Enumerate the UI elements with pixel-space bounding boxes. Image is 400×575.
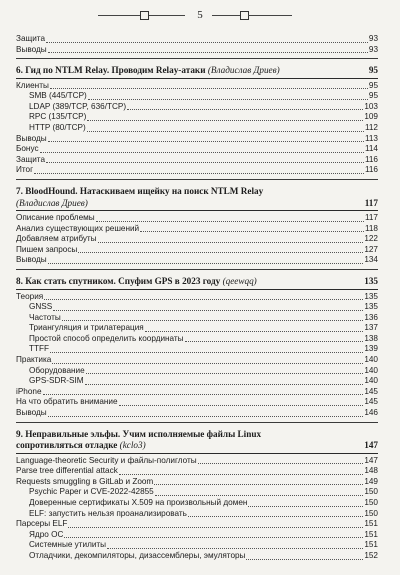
leader-dots <box>248 506 363 507</box>
toc-entry[interactable] <box>16 323 378 334</box>
toc-entry[interactable] <box>16 387 378 398</box>
chapter-author: (Владислав Дриев) <box>207 65 280 76</box>
leader-dots <box>98 242 364 243</box>
leader-dots <box>85 384 364 385</box>
leader-dots <box>145 331 364 332</box>
leader-dots <box>188 516 363 517</box>
toc-entry-label: RPC (135/TCP) <box>29 112 87 122</box>
toc-entry[interactable] <box>16 408 378 419</box>
leader-dots <box>48 263 364 264</box>
chapter-7 <box>16 186 378 266</box>
toc-entry-label: Триангуляция и трилатерация <box>29 323 144 333</box>
toc-entry[interactable] <box>16 313 378 324</box>
chapter-entries <box>16 81 378 176</box>
chapter-heading[interactable] <box>16 276 378 290</box>
header-rule-right <box>248 15 292 16</box>
toc-entry[interactable] <box>16 34 378 45</box>
toc-entry-page: 150 <box>364 498 378 507</box>
chapter-title: 7. BloodHound. Натаскиваем ищейку на поиск NTLM Relay <box>16 186 264 197</box>
toc-entry-label: Частоты <box>29 312 61 322</box>
leader-dots <box>48 52 368 53</box>
toc-entry[interactable] <box>16 234 378 245</box>
chapter-9 <box>16 429 378 562</box>
toc-entry-label: Теория <box>16 291 44 301</box>
toc-entry[interactable] <box>16 540 378 551</box>
leader-dots <box>155 495 364 496</box>
leader-dots <box>48 141 364 142</box>
chapter-heading[interactable] <box>16 440 378 454</box>
toc-entry-page: 147 <box>364 455 378 465</box>
toc-entry-page: 148 <box>364 466 378 476</box>
toc-entry-label: Выводы <box>16 44 47 54</box>
leader-dots <box>140 231 364 232</box>
leader-dots <box>50 88 368 89</box>
toc-entry[interactable] <box>16 477 378 488</box>
section-divider <box>16 269 378 270</box>
chapter-entries <box>16 292 378 419</box>
header-rule-left <box>98 15 140 16</box>
toc-entry[interactable] <box>16 102 378 113</box>
toc-entry-label: GPS-SDR-SIM <box>29 376 84 386</box>
chapter-author: (Владислав Дриев) <box>16 197 88 208</box>
toc-entry-label: Доверенные сертификаты X.509 на произвольный домен <box>29 498 248 507</box>
toc-entry-page: 134 <box>364 255 378 265</box>
leader-dots <box>40 152 364 153</box>
toc-entry-label: LDAP (389/TCP, 636/TCP) <box>29 101 127 111</box>
toc-entry[interactable] <box>16 165 378 176</box>
toc-entry[interactable] <box>16 144 378 155</box>
leader-dots <box>88 99 368 100</box>
leader-dots <box>96 221 364 222</box>
toc-entry-label: Выводы <box>16 133 47 143</box>
toc-entry[interactable] <box>16 366 378 377</box>
toc-entry[interactable] <box>16 530 378 541</box>
toc-entry[interactable] <box>16 466 378 477</box>
toc-entry-label: Защита <box>16 154 46 164</box>
chapter-heading[interactable] <box>16 198 378 212</box>
toc-entry-page: 95 <box>368 91 378 101</box>
leader-dots <box>53 310 363 311</box>
toc-entry-page: 136 <box>364 312 378 322</box>
toc-entry[interactable] <box>16 45 378 56</box>
leader-dots <box>44 299 363 300</box>
leader-dots <box>46 162 364 163</box>
header-rule-inner-right <box>212 15 240 16</box>
leader-dots <box>119 405 364 406</box>
leader-dots <box>62 320 364 321</box>
toc-entry-label: Клиенты <box>16 80 49 90</box>
toc-entry[interactable] <box>16 81 378 92</box>
toc-entry[interactable] <box>16 551 378 562</box>
leader-dots <box>87 120 363 121</box>
toc-entry-label: TTFF <box>29 344 50 354</box>
toc-entry-page: 145 <box>364 397 378 407</box>
toc-entry[interactable] <box>16 123 378 134</box>
toc-entry-page: 140 <box>364 355 378 365</box>
toc-entry-page: 151 <box>364 529 378 539</box>
toc-entry[interactable] <box>16 155 378 166</box>
toc-entry[interactable] <box>16 213 378 224</box>
toc-entry-label: Парсеры ELF <box>16 519 68 529</box>
toc-entry-page: 93 <box>368 44 378 54</box>
section-divider <box>16 179 378 180</box>
toc-entry-label: Language-theoretic Security и файлы-полиглоты <box>16 455 197 465</box>
toc-entry-page: 127 <box>364 244 378 254</box>
chapter-page: 147 <box>364 440 378 451</box>
toc-entry-label: Анализ существующих решений <box>16 223 140 233</box>
leader-dots <box>52 363 363 364</box>
chapter-title: 6. Гид по NTLM Relay. Проводим Relay-атаки <box>16 65 206 76</box>
toc-entry[interactable] <box>16 355 378 366</box>
toc-entry-label: На что обратить внимание <box>16 397 118 407</box>
toc-entry-label: Описание проблемы <box>16 213 95 223</box>
chapter-entries <box>16 456 378 562</box>
toc-entry-page: 103 <box>364 101 378 111</box>
toc-entry-page: 135 <box>364 291 378 301</box>
toc-entry[interactable] <box>16 487 378 498</box>
toc-entry-page: 138 <box>364 333 378 343</box>
chapter-8 <box>16 276 378 419</box>
toc-entry[interactable] <box>16 509 378 520</box>
toc-entry-label: Ядро ОС <box>29 529 64 539</box>
page-number: 5 <box>197 9 203 21</box>
toc-entry-label: Защита <box>16 34 46 43</box>
toc-entry[interactable] <box>16 245 378 256</box>
toc-entry[interactable] <box>16 224 378 235</box>
leader-dots <box>86 373 364 374</box>
chapter-author: (kclo3) <box>119 440 146 451</box>
section-divider <box>16 58 378 59</box>
toc-entry-page: 135 <box>364 302 378 312</box>
leader-dots <box>34 173 364 174</box>
leader-dots <box>87 131 364 132</box>
chapter-author: (qeewqq) <box>222 276 257 286</box>
toc-entry-label: Оборудование <box>29 365 85 375</box>
toc-entry-label: iPhone <box>16 386 42 396</box>
toc-entry-label: Системные утилиты <box>29 540 107 550</box>
toc-entry-label: Requests smuggling в GitLab и Zoom <box>16 476 154 486</box>
header-rule-inner-left <box>149 15 185 16</box>
chapter-title-cont: сопротивляться отладке <box>16 440 118 451</box>
leader-dots <box>185 341 364 342</box>
toc-entry-page: 145 <box>364 386 378 396</box>
toc-entry-page: 116 <box>364 154 378 164</box>
toc-entry-page: 114 <box>364 144 378 154</box>
toc-entry[interactable] <box>16 376 378 387</box>
toc-entry-label: Бонус <box>16 144 39 154</box>
page-header <box>0 8 400 22</box>
toc-entry-page: 140 <box>364 365 378 375</box>
toc-entry-label: Выводы <box>16 255 47 265</box>
toc-entry-page: 152 <box>364 550 378 560</box>
toc-entry-label: Psychic Paper и CVE-2022-42855 <box>29 487 154 497</box>
chapter-heading[interactable] <box>16 65 378 79</box>
toc-entry-label: Добавляем атрибуты <box>16 234 97 244</box>
toc-entry-page: 150 <box>364 487 378 497</box>
toc-entry-page: 122 <box>364 234 378 244</box>
toc-entry-page: 151 <box>364 519 378 529</box>
chapter-title: 8. Как стать спутником. Спуфим GPS в 2023 году <box>16 276 221 286</box>
header-ornament-left <box>140 11 149 20</box>
chapter-6 <box>16 65 378 176</box>
toc-entry-label: Пишем запросы <box>16 244 78 254</box>
toc-entry-page: 95 <box>368 80 378 90</box>
toc-entry-label: Выводы <box>16 408 47 418</box>
toc-entry[interactable] <box>16 112 378 123</box>
leader-dots <box>107 548 363 549</box>
leader-dots <box>246 559 363 560</box>
toc-entry[interactable] <box>16 344 378 355</box>
leader-dots <box>119 474 364 475</box>
toc-entry-label: HTTP (80/TCP) <box>29 123 86 133</box>
chapter-entries <box>16 213 378 266</box>
leader-dots <box>46 42 368 43</box>
leader-dots <box>64 537 363 538</box>
toc-entry-label: Практика <box>16 355 52 365</box>
toc-entry-page: 118 <box>364 223 378 233</box>
toc-entry-page: 151 <box>364 540 378 550</box>
toc-entry[interactable] <box>16 334 378 345</box>
toc-entry-label: SMB (445/TCP) <box>29 91 87 101</box>
toc-entry-label: Простой способ определить координаты <box>29 333 184 343</box>
leader-dots <box>68 527 363 528</box>
table-of-contents <box>16 34 378 562</box>
toc-entry-page: 109 <box>364 112 378 122</box>
top-entries <box>16 34 378 55</box>
toc-entry-page: 113 <box>364 133 378 143</box>
toc-entry[interactable] <box>16 91 378 102</box>
section-divider <box>16 422 378 423</box>
toc-entry-page: 139 <box>364 344 378 354</box>
toc-entry-page: 117 <box>364 213 378 223</box>
leader-dots <box>198 463 364 464</box>
leader-dots <box>43 394 364 395</box>
toc-entry[interactable] <box>16 134 378 145</box>
toc-entry-page: 116 <box>364 165 378 175</box>
toc-entry[interactable] <box>16 498 378 509</box>
toc-entry[interactable] <box>16 292 378 303</box>
leader-dots <box>127 109 363 110</box>
toc-entry[interactable] <box>16 519 378 530</box>
toc-entry-label: ELF: запустить нельзя проанализировать <box>29 508 187 518</box>
toc-entry-page: 150 <box>364 508 378 518</box>
chapter-page: 135 <box>364 276 378 286</box>
toc-entry[interactable] <box>16 255 378 266</box>
toc-entry-page: 137 <box>364 323 378 333</box>
toc-entry-page: 140 <box>364 376 378 386</box>
chapter-page: 95 <box>368 65 378 76</box>
toc-entry-page: 149 <box>364 476 378 486</box>
toc-entry-label: Итог <box>16 165 34 175</box>
toc-entry[interactable] <box>16 456 378 467</box>
toc-entry-page: 112 <box>364 123 378 133</box>
leader-dots <box>48 416 364 417</box>
toc-entry-label: Отладчики, декомпиляторы, дизассемблеры, эмуляторы <box>29 550 246 560</box>
leader-dots <box>154 484 363 485</box>
chapter-page: 117 <box>364 197 378 208</box>
toc-entry[interactable] <box>16 302 378 313</box>
toc-entry[interactable] <box>16 397 378 408</box>
toc-entry-label: Parse tree differential attack <box>16 466 118 476</box>
toc-entry-page: 93 <box>368 34 378 43</box>
chapter-title: 9. Неправильные эльфы. Учим исполняемые файлы Linux <box>16 428 262 439</box>
leader-dots <box>50 352 363 353</box>
leader-dots <box>78 252 363 253</box>
toc-entry-page: 146 <box>364 408 378 418</box>
toc-entry-label: GNSS <box>29 302 53 312</box>
